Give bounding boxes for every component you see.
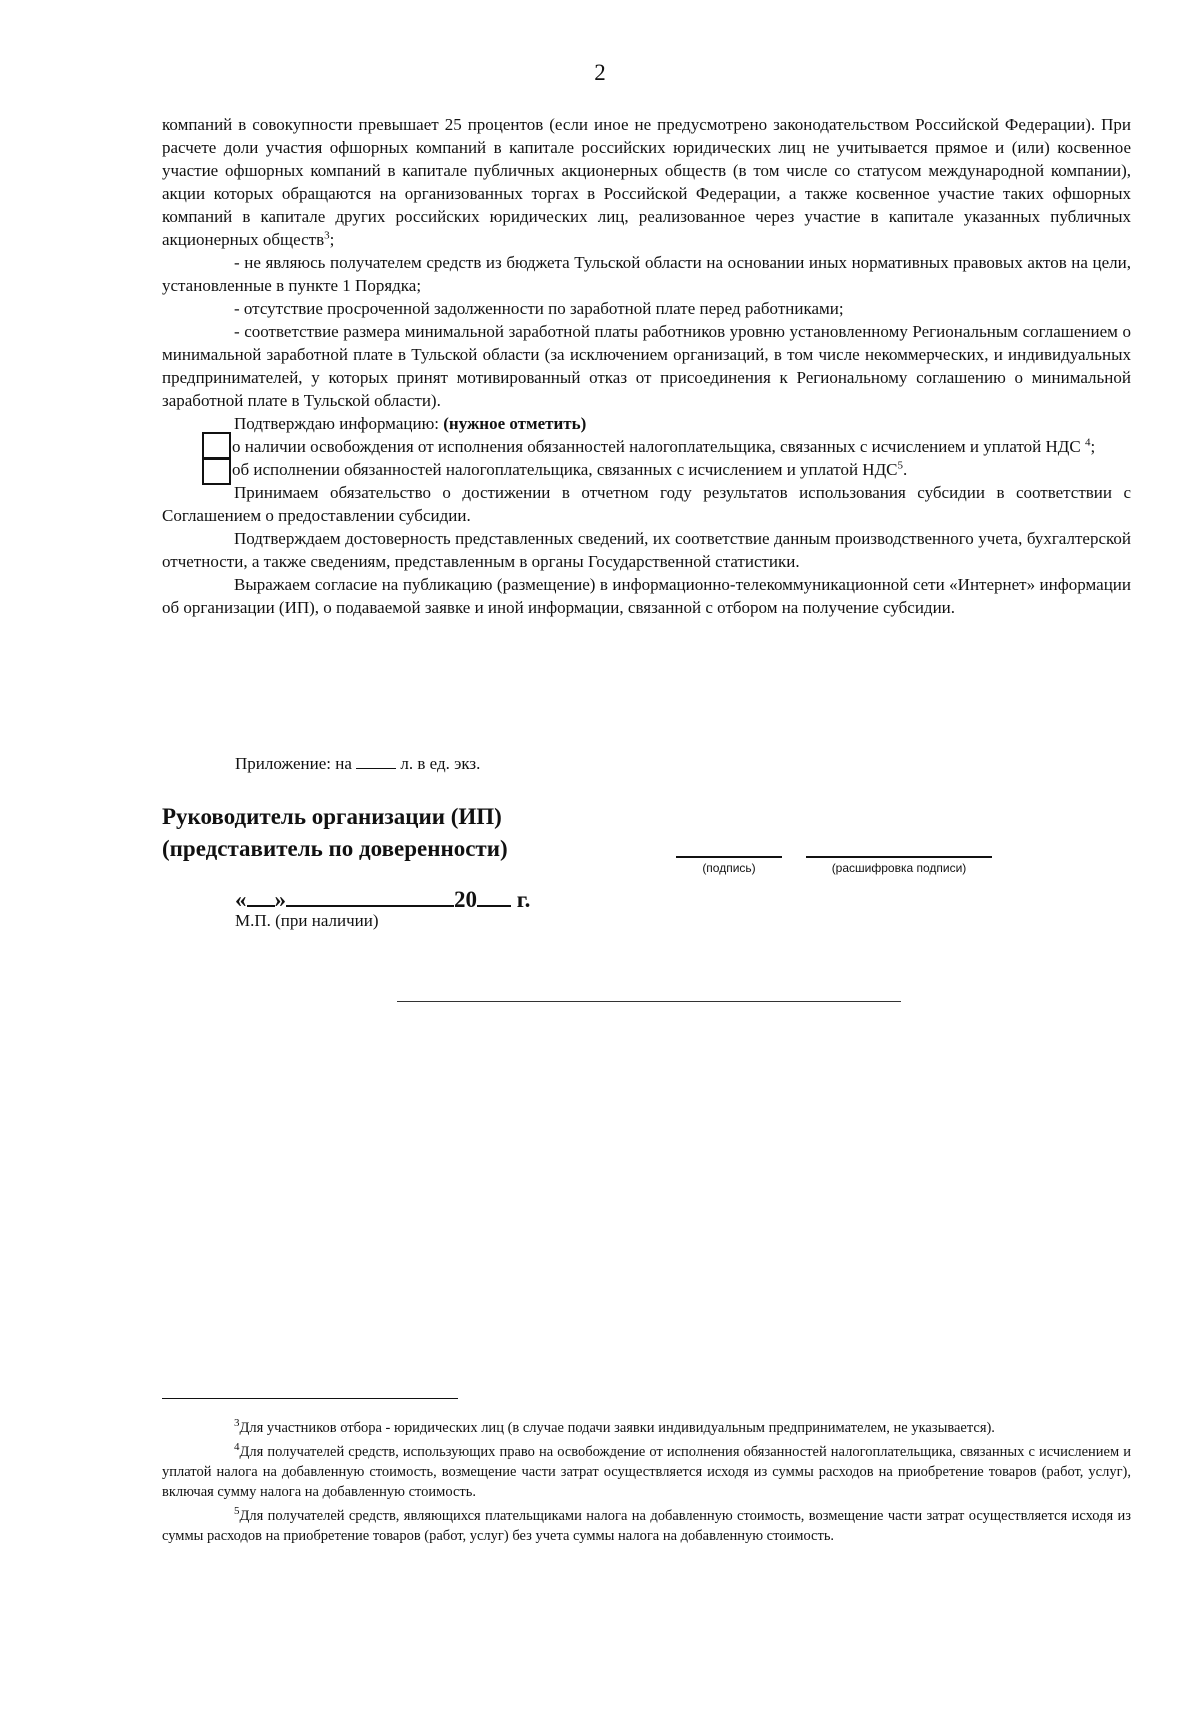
vat-exemption-checkbox[interactable] — [202, 432, 231, 459]
signatory-title — [162, 801, 508, 865]
option-vat-payer-label: об исполнении обязанностей налогоплательщика, связанных с исчислением и уплатой НДС — [232, 460, 898, 479]
page-number: 2 — [594, 60, 606, 85]
date-suffix: г. — [511, 887, 531, 912]
paragraph-reliability: Подтверждаем достоверность представленных сведений, их соответствие данным производственного учета, бухгалтерской отчетности, а также сведениям, представленным в органы Государственной статистики. — [162, 529, 1131, 571]
date-day-blank[interactable] — [247, 883, 275, 907]
option-vat-exemption-end: ; — [1090, 437, 1096, 456]
footnote-3 — [162, 1418, 1131, 1438]
signature-field[interactable] — [676, 856, 782, 858]
paragraph-budget: - не являюсь получателем средств из бюджета Тульской области на основании иных нормативных правовых актов на цели, установленные в пункте 1 Порядка; — [162, 253, 1131, 295]
date-close-quote: » — [274, 887, 286, 912]
paragraph-min-wage: - соответствие размера минимальной заработной платы работников уровню установленному Региональным соглашением о минимальной заработной плате в Тульской области (за исключением организаций, в том числе некоммерческих, и индивидуальных предпринимателей, у которых принят мотивированный отказ от присоединения к Региональному соглашению о минимальной заработной плате в Тульской области). — [162, 322, 1131, 410]
vat-payer-checkbox[interactable] — [202, 458, 231, 485]
option-vat-payer-end: . — [903, 460, 908, 479]
paragraph-obligation: Принимаем обязательство о достижении в отчетном году результатов использования субсидии в соответствии с Соглашением о предоставлении субсидии. — [162, 483, 1131, 525]
footnote-ref-4: 4 — [1084, 436, 1091, 449]
paragraph-salary-debt: - отсутствие просроченной задолженности по заработной плате перед работниками; — [234, 299, 844, 318]
footnote-4-mark: 4 — [234, 1441, 240, 1454]
footnote-4-text: Для получателей средств, использующих право на освобождение от исполнения обязанностей налогоплательщика, связанных с исчислением и уплатой налога на добавленную стоимость, возмещение части затрат осуществляется исходя из суммы расходов на приобретение товаров (работ, услуг), включая сумму налога на добавленную стоимость. — [162, 1444, 1131, 1500]
separator-line — [397, 1001, 901, 1002]
confirm-hint: (нужное отметить) — [443, 414, 587, 433]
date-year-blank[interactable] — [477, 883, 511, 907]
option-vat-exemption-label: о наличии освобождения от исполнения обязанностей налогоплательщика, связанных с исчислением и уплатой НДС — [232, 437, 1085, 456]
date-open-quote: « — [235, 887, 247, 912]
appendix-line — [235, 754, 480, 774]
appendix-prefix: Приложение: на — [235, 754, 357, 773]
paragraph-offshore-end: ; — [329, 230, 335, 249]
footnote-5 — [162, 1506, 1131, 1546]
footnote-3-text: Для участников отбора - юридических лиц (в случае подачи заявки индивидуальным предпринимателем, не указывается). — [239, 1420, 995, 1436]
signature-decode-caption: (расшифровка подписи) — [831, 861, 967, 875]
option-vat-payer — [162, 458, 1131, 481]
paragraph-offshore — [162, 113, 1131, 251]
footnote-3-mark: 3 — [234, 1417, 240, 1430]
footnote-5-mark: 5 — [234, 1505, 240, 1518]
option-vat-payer-text — [162, 458, 1131, 481]
option-vat-exemption — [162, 435, 1131, 458]
date-line — [235, 883, 530, 913]
confirm-label: Подтверждаю информацию: — [234, 414, 444, 433]
signatory-title-line2: (представитель по доверенности) — [162, 836, 508, 861]
footnote-ref-5: 5 — [897, 459, 903, 472]
paragraph-confirm — [162, 412, 1131, 435]
date-year-prefix: 20 — [454, 887, 477, 912]
document-body — [162, 113, 1131, 619]
footnote-4 — [162, 1442, 1131, 1502]
stamp-place: М.П. (при наличии) — [235, 911, 379, 930]
footnotes — [162, 1418, 1131, 1550]
signatory-title-line1: Руководитель организации (ИП) — [162, 804, 502, 829]
footnote-rule — [162, 1398, 458, 1399]
signature-caption: (подпись) — [702, 861, 756, 875]
option-vat-exemption-text — [162, 435, 1131, 458]
date-month-blank[interactable] — [286, 883, 454, 907]
signature-decode-field[interactable] — [806, 856, 992, 858]
footnote-5-text: Для получателей средств, являющихся плательщиками налога на добавленную стоимость, возмещение части затрат осуществляется исходя из суммы расходов на приобретение товаров (работ, услуг) без учета суммы налога на добавленную стоимость. — [162, 1508, 1131, 1544]
paragraph-consent: Выражаем согласие на публикацию (размещение) в информационно-телекоммуникационной сети «Интернет» информации об организации (ИП), о подаваемой заявке и иной информации, связанной с отбором на получение субсидии. — [162, 575, 1131, 617]
appendix-suffix: л. в ед. экз. — [396, 754, 481, 773]
footnote-ref-3: 3 — [324, 229, 330, 242]
paragraph-offshore-text: компаний в совокупности превышает 25 процентов (если иное не предусмотрено законодательством Российской Федерации). При расчете доли участия офшорных компаний в капитале российских юридических лиц не учитывается прямое и (или) косвенное участие офшорных компаний в капитале публичных акционерных обществ (в том числе со статусом международной компании), акции которых обращаются на организованных торгах в Российской Федерации, а также косвенное участие таких офшорных компаний в капитале других российских юридических лиц, реализованное через участие в капитале указанных публичных акционерных обществ — [162, 115, 1131, 249]
appendix-sheets-blank[interactable] — [356, 754, 396, 769]
